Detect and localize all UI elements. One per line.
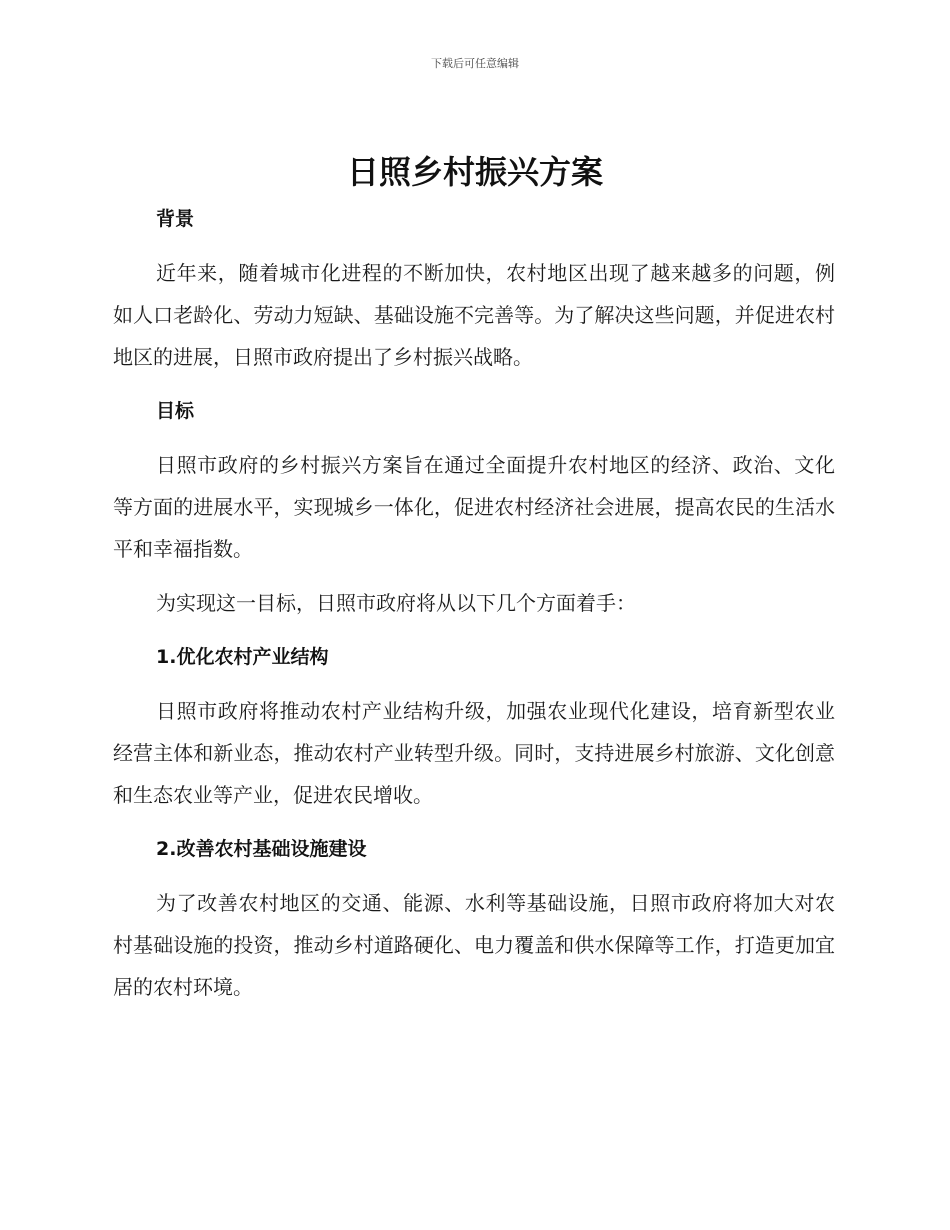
section-heading-industry: 1.优化农村产业结构 xyxy=(156,646,329,668)
spacer xyxy=(113,816,835,828)
paragraph-infrastructure: 为了改善农村地区的交通、能源、水利等基础设施，日照市政府将加大对农村基础设施的投资，推动乡村道路硬化、电力覆盖和供水保障等工作，打造更加宜居的农村环境。 xyxy=(113,891,835,999)
paragraph-goal-intro: 为实现这一目标，日照市政府将从以下几个方面着手： xyxy=(156,591,636,615)
spacer xyxy=(113,240,835,252)
spacer xyxy=(113,570,835,582)
paragraph-background: 近年来，随着城市化进程的不断加快，农村地区出现了越来越多的问题，例如人口老龄化、劳动力短缺、基础设施不完善等。为了解决这些问题，并促进农村地区的进展，日照市政府提出了乡村振兴战略。 xyxy=(113,261,835,369)
document-title: 日照乡村振兴方案 xyxy=(346,153,603,191)
section-heading-background: 背景 xyxy=(156,208,195,230)
section-heading-goal: 目标 xyxy=(156,400,195,422)
spacer xyxy=(113,432,835,444)
spacer xyxy=(113,870,835,882)
spacer xyxy=(113,378,835,390)
paragraph-industry: 日照市政府将推动农村产业结构升级，加强农业现代化建设，培育新型农业经营主体和新业态，推动农村产业转型升级。同时，支持进展乡村旅游、文化创意和生态农业等产业，促进农民增收。 xyxy=(113,699,835,807)
document-body xyxy=(113,198,835,1008)
spacer xyxy=(113,624,835,636)
page-header-note: 下载后可任意编辑 xyxy=(431,57,519,70)
section-heading-infrastructure: 2.改善农村基础设施建设 xyxy=(156,838,367,860)
paragraph-goal: 日照市政府的乡村振兴方案旨在通过全面提升农村地区的经济、政治、文化等方面的进展水平，实现城乡一体化，促进农村经济社会进展，提高农民的生活水平和幸福指数。 xyxy=(113,453,835,561)
spacer xyxy=(113,678,835,690)
